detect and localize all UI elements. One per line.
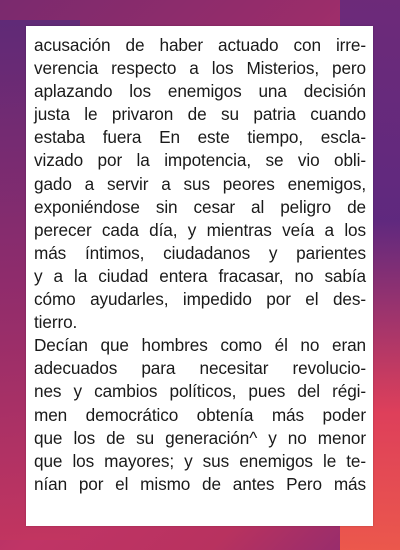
text-line: y a la ciudad entera fracasar, no sabía bbox=[34, 265, 366, 286]
text-line: más íntimos, ciudadanos y parientes bbox=[34, 242, 366, 263]
text-line: nían por el mismo de antes Pero más bbox=[34, 473, 366, 494]
text-line: que los mayores; y sus enemigos le te- bbox=[34, 450, 366, 471]
document-page bbox=[26, 26, 373, 526]
text-line: tierro. bbox=[34, 312, 78, 333]
text-line: aplazando los enemigos una decisión bbox=[34, 81, 366, 102]
text-line: justa le privaron de su patria cuando bbox=[34, 104, 366, 125]
text-line: Decían que hombres como él no eran bbox=[34, 335, 366, 356]
text-line: men democrático obtenía más poder bbox=[34, 404, 366, 425]
text-line: vizado por la impotencia, se vio obli- bbox=[34, 150, 366, 171]
paragraph-2 bbox=[34, 334, 366, 496]
text-line: acusación de haber actuado con irre- bbox=[34, 35, 366, 55]
text-line: estaba fuera En este tiempo, escla- bbox=[34, 127, 366, 148]
text-line: cómo ayudarles, impedido por el des- bbox=[34, 289, 366, 310]
text-line: nes y cambios políticos, pues del régi- bbox=[34, 381, 366, 402]
text-line: verencia respecto a los Misterios, pero bbox=[34, 58, 366, 79]
paragraph-1 bbox=[34, 34, 366, 334]
text-line: perecer cada día, y mientras veía a los bbox=[34, 219, 366, 240]
text-line: que los de su generación^ y no menor bbox=[34, 427, 366, 448]
text-line: exponiéndose sin cesar al peligro de bbox=[34, 196, 366, 217]
text-line: adecuados para necesitar revolucio- bbox=[34, 358, 366, 379]
text-line: gado a servir a sus peores enemigos, bbox=[34, 173, 366, 194]
